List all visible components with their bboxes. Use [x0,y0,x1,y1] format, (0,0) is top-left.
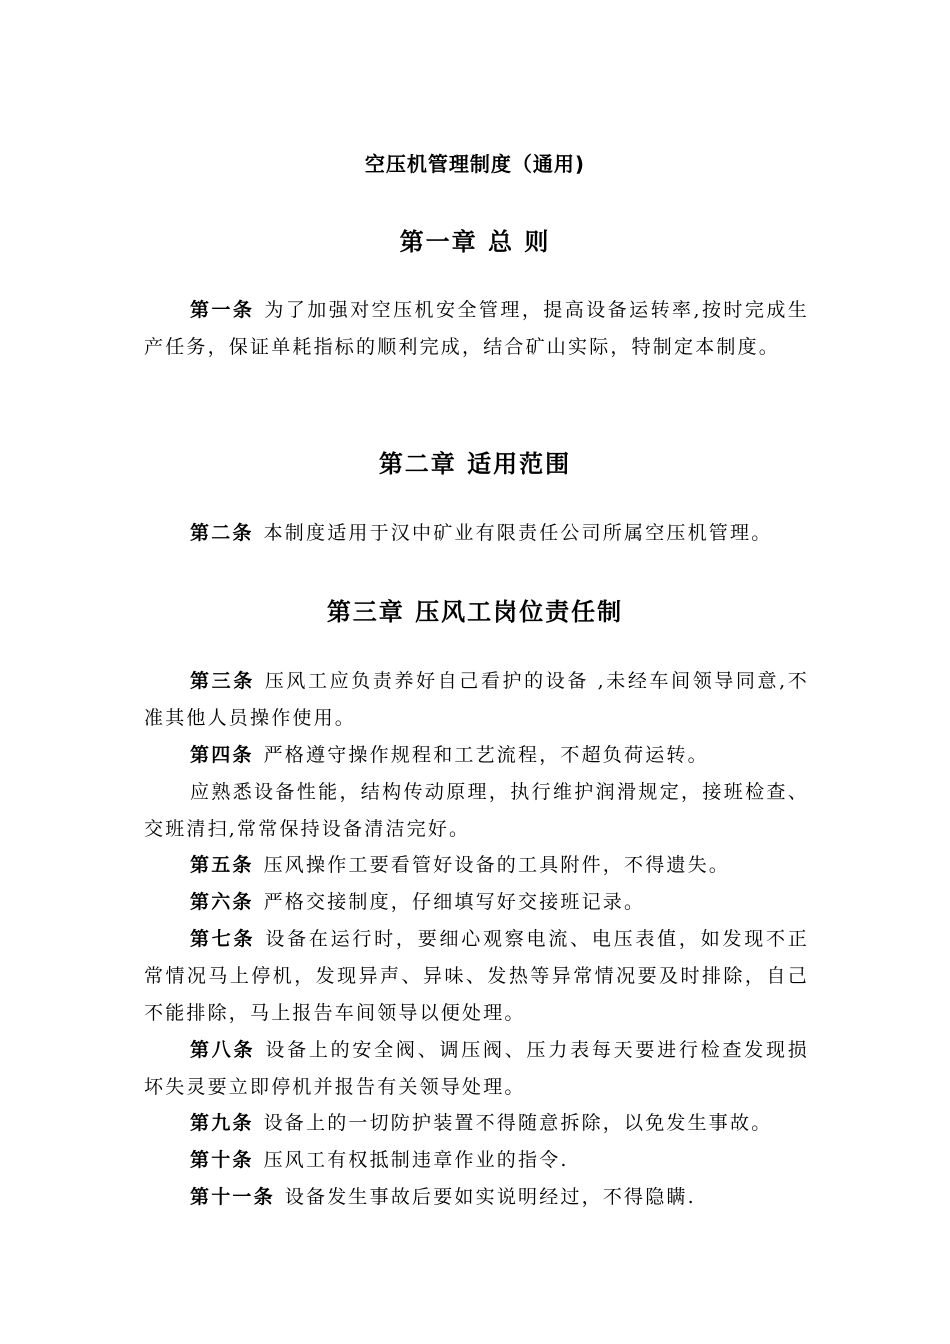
article-text: 设备在运行时，要细心观察电流、电压表值，如发现不正常情况马上停机，发现异声、异味、发热等异常情况要及时排除，自己不能排除，马上报告车间领导以便处理。 [144,928,809,1024]
article-text: 设备上的安全阀、调压阀、压力表每天要进行检查发现损坏失灵要立即停机并报告有关领导处理。 [144,1039,809,1098]
article-8 [144,1032,809,1106]
article-label: 第三条 [190,670,255,692]
article-4-continuation [144,774,809,848]
article-label: 第九条 [190,1112,254,1134]
article-1 [144,292,809,366]
article-label: 第十一条 [190,1186,275,1208]
chapter-2-heading: 第二章 适用范围 [378,450,572,478]
article-label: 第八条 [190,1039,256,1061]
article-text: 压风工有权抵制违章作业的指令. [263,1149,569,1171]
article-3 [144,663,809,737]
article-text: 设备上的一切防护装置不得随意拆除，以免发生事故。 [263,1112,773,1134]
article-4 [144,737,809,774]
article-2 [144,515,809,552]
article-label: 第五条 [190,854,254,876]
article-label: 第一条 [190,299,255,321]
article-label: 第十条 [190,1149,254,1171]
article-text: 设备发生事故后要如实说明经过，不得隐瞒. [284,1186,696,1208]
article-label: 第七条 [190,928,256,950]
article-text: 严格交接制度，仔细填写好交接班记录。 [263,891,646,913]
article-5 [144,847,809,884]
article-7 [144,921,809,1032]
article-text: 本制度适用于汉中矿业有限责任公司所属空压机管理。 [263,522,773,544]
article-label: 第六条 [190,891,254,913]
chapter-3-heading: 第三章 压风工岗位责任制 [326,598,624,626]
article-6 [144,884,809,921]
article-text: 应熟悉设备性能，结构传动原理，执行维护润滑规定，接班检查、交班清扫,常常保持设备清洁完好。 [144,781,809,840]
article-text: 压风操作工要看管好设备的工具附件，不得遗失。 [263,854,731,876]
article-11 [144,1179,809,1216]
article-10 [144,1142,809,1179]
chapter-1-heading: 第一章 总 则 [399,228,551,256]
article-label: 第四条 [190,744,254,766]
article-text: 压风工应负责养好自己看护的设备 ,未经车间领导同意,不准其他人员操作使用。 [144,670,809,729]
article-label: 第二条 [190,522,254,544]
article-text: 为了加强对空压机安全管理，提高设备运转率,按时完成生产任务，保证单耗指标的顺利完成，结合矿山实际，特制定本制度。 [144,299,809,358]
article-9 [144,1105,809,1142]
article-text: 严格遵守操作规程和工艺流程，不超负荷运转。 [263,744,709,766]
document-title: 空压机管理制度（通用) [364,152,586,176]
